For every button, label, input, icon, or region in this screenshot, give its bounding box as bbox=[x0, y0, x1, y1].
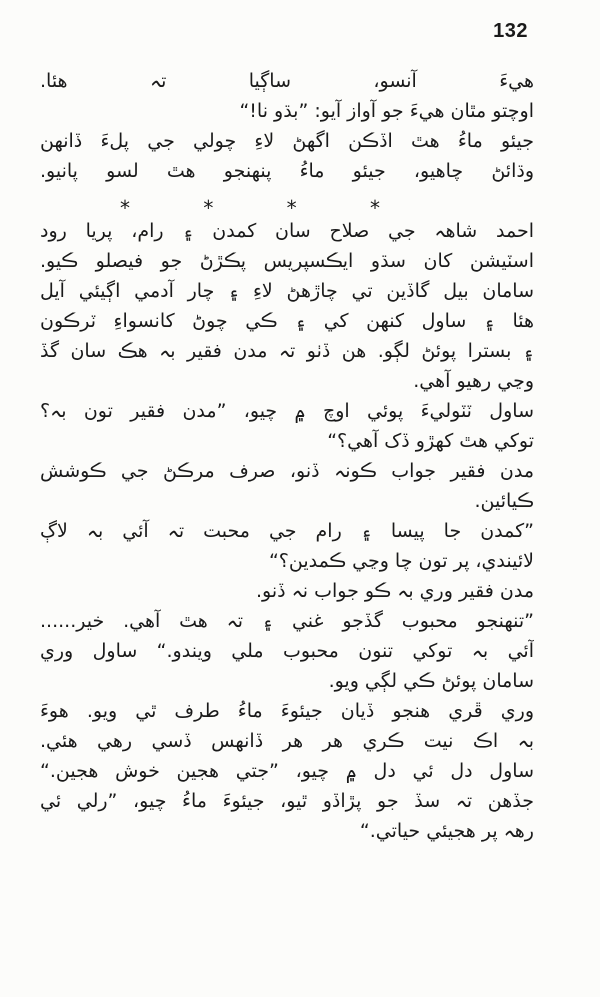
text-line: جيئو ماءُ ھٿ اڏڪن اگھڻ لاءِ چولي جي پلءَ ڏانھن bbox=[40, 130, 534, 152]
text-line: رھہ پر ھجيئي حياتي.“ bbox=[359, 820, 534, 842]
text-line: لائيندي، پر تون چا وڃي ڪمدين؟“ bbox=[268, 550, 534, 572]
text-line: احمد شاھہ جي صلاح سان کمدن ۽ رام، پريا رود bbox=[40, 220, 534, 242]
text-line: ڪيائين. bbox=[474, 490, 534, 512]
text-line: سامان بيل گاڏين تي چاڙھڻ لاءِ ۽ چار آدمي اڳيئي آيل bbox=[40, 280, 534, 302]
text-line: وڃي رھيو آھي. bbox=[413, 370, 534, 392]
text-line: وڌائڻ چاھيو، جيئو ماءُ پنھنجو ھٿ لسو پانيو. bbox=[40, 160, 534, 182]
star-glyph: * bbox=[120, 196, 130, 220]
text-line: ھئا ۽ ساول کنھن کي ۽ ڪي چوڻ کانسواءِ ٽرڪون bbox=[40, 310, 534, 332]
text-line: ”تنھنجو محبوب گڏجو غني ۽ تہ ھٿ آھي. خير...... bbox=[40, 610, 534, 632]
text-line: توکي ھٿ کھڙو ڏک آھي؟“ bbox=[327, 430, 534, 452]
text-line: وري ڦري ھنجو ڏيان جيئوءَ ماءُ طرف ٿي ويو. ھوءَ bbox=[40, 700, 534, 722]
text-line: بہ اڪ نيت ڪري ھر ھر ڏانھس ڏسي رھي ھئي. bbox=[40, 730, 534, 752]
star-glyph: * bbox=[203, 196, 214, 220]
text-line: آئي بہ توکي تنون محبوب ملي ويندو.“ ساول وري bbox=[40, 640, 534, 662]
text-line: مدن فقير جواب ڪونہ ڏنو، صرف مرڪڻ جي ڪوشش bbox=[40, 460, 534, 482]
star-glyph: * bbox=[369, 196, 380, 220]
page-number: 132 bbox=[493, 20, 528, 42]
text-line: جڏھن تہ سڏ جو پڙاڏو ٿيو، جيئوءَ ماءُ چيو، ”رلي ئي bbox=[40, 790, 534, 812]
text-line: ساول دل ئي دل ۾ چيو، ”جتي ھجين خوش ھجين.“ bbox=[40, 760, 534, 782]
section-separator bbox=[120, 196, 380, 220]
text-line: سامان پوئڻ ڪي لڳي ويو. bbox=[328, 670, 534, 692]
text-line: مدن فقير وري بہ ڪو جواب نہ ڏنو. bbox=[256, 580, 534, 602]
body-text bbox=[40, 66, 534, 846]
text-line: اسٽيشن کان سڌو ايڪسپريس پڪڙڻ جو فيصلو ڪيو. bbox=[40, 250, 534, 272]
star-glyph: * bbox=[286, 196, 297, 220]
text-line: اوچتو مٿان ھيءَ جو آواز آيو: ”بڌو نا!“ bbox=[239, 100, 534, 122]
text-line: ساول ٽٽوليءَ پوئي اوچ ۾ چيو، ”مدن فقير تون بہ؟ bbox=[40, 400, 534, 422]
text-line: ”کمدن جا پيسا ۽ رام جي محبت تہ آئي بہ لاڳ bbox=[40, 520, 534, 542]
text-line: هيءَ آنسو، ساڳيا تہ ھئا. bbox=[40, 70, 534, 92]
text-line: ۽ بسترا پوئڻ لڳو. ھن ڏٺو تہ مدن فقير بہ ھڪ سان گڏ bbox=[40, 340, 534, 362]
